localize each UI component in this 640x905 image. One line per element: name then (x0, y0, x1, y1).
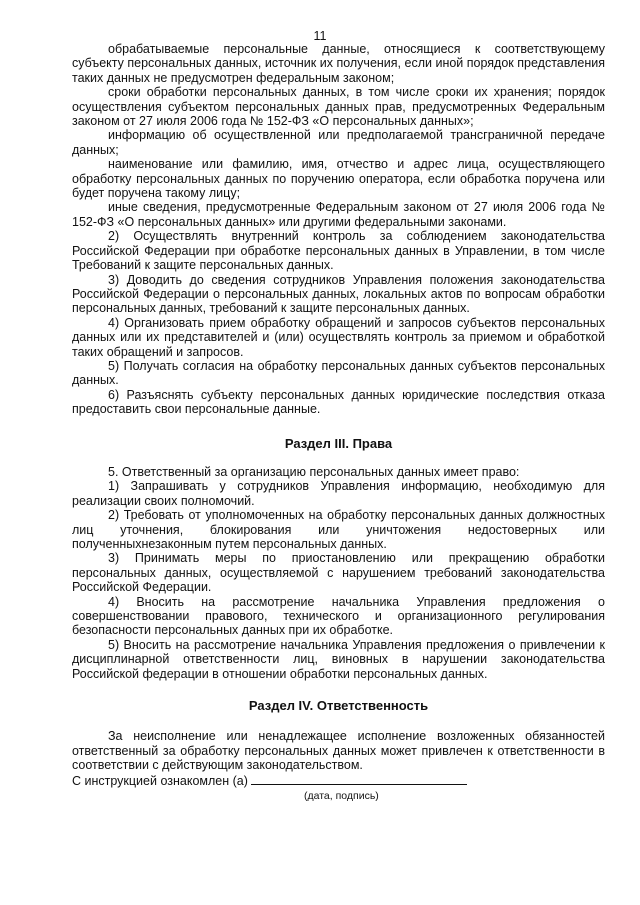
paragraph: наименование или фамилию, имя, отчество и адрес лица, осуществляющего обработку персональных данных по поручению оператора, если обработка поручена или будет поручена такому лицу; (72, 157, 605, 201)
paragraph: 4) Вносить на рассмотрение начальника Управления предложения о совершенствовании правового, технического и организационного регулирования безопасности персональных данных при их обработке. (72, 594, 605, 638)
document-body (72, 42, 605, 804)
paragraph: 3) Принимать меры по приостановлению или прекращению обработки персональных данных, осуществляемой с нарушением требований законодательства Российской Федерации. (72, 551, 605, 595)
paragraph: 6) Разъяснять субъекту персональных данных юридические последствия отказа предоставить свои персональные данные. (72, 387, 605, 417)
paragraph: 3) Доводить до сведения сотрудников Управления положения законодательства Российской Федерации о персональных данных, локальных актов по вопросам обработки персональных данных, требований к защите персональных данных. (72, 272, 605, 316)
paragraph: 5) Вносить на рассмотрение начальника Управления предложения о привлечении к дисциплинарной ответственности лиц, виновных в нарушении законодательства Российской федерации в отношении обработки персональных данных. (72, 637, 605, 681)
paragraph: 5) Получать согласия на обработку персональных данных субъектов персональных данных. (72, 358, 605, 388)
signature-caption: (дата, подпись) (304, 790, 379, 803)
paragraph: 2) Требовать от уполномоченных на обработку персональных данных должностных лиц уточнения, блокирования или уничтожения недостоверных или полученныхнезаконным путем персональных данных. (72, 508, 605, 551)
paragraph: сроки обработки персональных данных, в том числе сроки их хранения; порядок осуществления субъектом персональных данных прав, предусмотренных Федеральным законом от 27 июля 2006 года № 152-ФЗ «О персональных данных»; (72, 85, 605, 129)
paragraph: За неисполнение или ненадлежащее исполнение возложенных обязанностей ответственный за обработку персональных данных может привлечен к ответственности в соответствии с действующим законодательством. (72, 729, 605, 773)
signature-label: С инструкцией ознакомлен (а) (72, 773, 248, 788)
paragraph: 2) Осуществлять внутренний контроль за соблюдением законодательства Российской Федерации при обработке персональных данных в Управлении, в том числе Требований к защите персональных данных. (72, 229, 605, 273)
section-heading-rights: Раздел III. Права (284, 435, 393, 451)
paragraph: 5. Ответственный за организацию персональных данных имеет право: (108, 464, 520, 479)
paragraph: 4) Организовать прием обработку обращений и запросов субъектов персональных данных или их представителей и (или) осуществлять контроль за приемом и обработкой таких обращений и запросов. (72, 315, 605, 359)
paragraph: 1) Запрашивать у сотрудников Управления информацию, необходимую для реализации своих полномочий. (72, 479, 605, 508)
signature-line (72, 773, 605, 788)
paragraph: иные сведения, предусмотренные Федеральным законом от 27 июля 2006 года № 152-ФЗ «О персональных данных» или другими федеральными законами. (72, 200, 605, 229)
paragraph: обрабатываемые персональные данные, относящиеся к соответствующему субъекту персональных данных, источник их получения, если иной порядок представления таких данных не предусмотрен федеральным законом; (72, 42, 605, 85)
section-heading-responsibility: Раздел IV. Ответственность (248, 698, 429, 714)
paragraph: информацию об осуществленной или предполагаемой трансграничной передаче данных; (72, 128, 605, 157)
page-number: 11 (313, 29, 327, 43)
signature-blank (251, 773, 467, 785)
